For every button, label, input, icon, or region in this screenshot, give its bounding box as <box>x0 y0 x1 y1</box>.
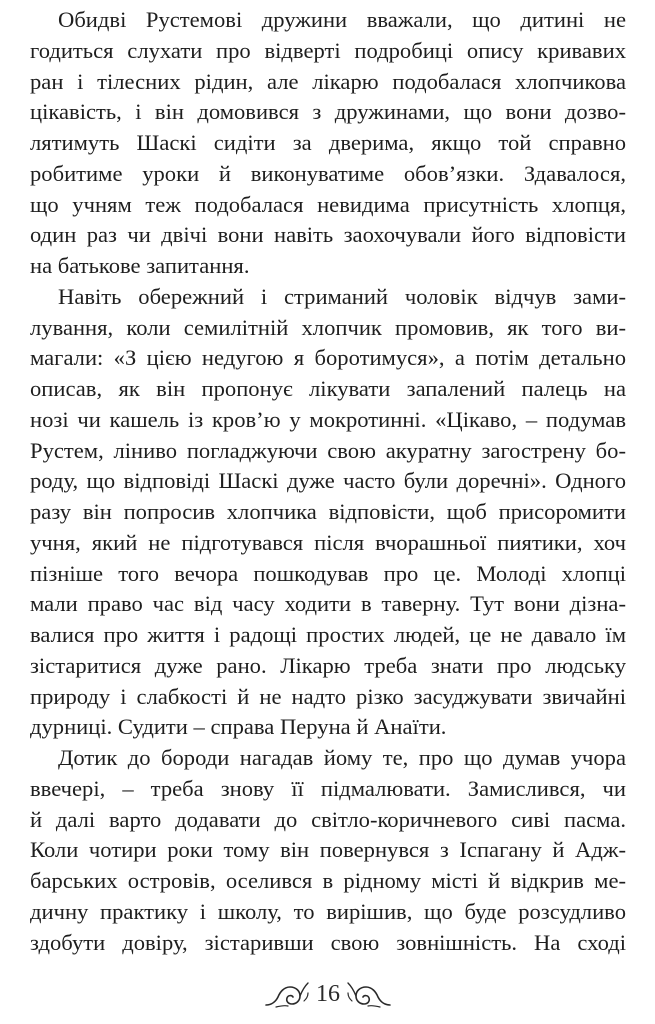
text-line: дурниці. Судити – справа Перуна й Анаїти. <box>30 714 447 740</box>
text-line: зістаритися дуже рано. Лікарю треба знати про людську <box>30 652 626 678</box>
text-line: валися про життя і радощі простих людей, це не давало їм <box>30 622 626 647</box>
text-line: природу і слабкості й не надто різко засуджувати звичайні <box>30 683 626 709</box>
text-line: учня, який не підготувався після вчорашньої пиятики, хоч <box>30 529 626 555</box>
text-line: лування, коли семилітній хлопчик промовив, як того ви- <box>30 314 626 340</box>
paragraph-1 <box>30 5 626 282</box>
text-line: описав, як він пропонує лікувати запалений палець на <box>30 376 626 401</box>
text-line: мали право час від часу ходити в таверну. Тут вони дізна- <box>30 591 626 617</box>
text-line: магали: «З цією недугою я боротимуся», а потім детально <box>30 345 626 371</box>
text-line: разу він попросив хлопчика відповісти, щоб присоромити <box>30 499 626 524</box>
text-line: барських островів, оселився в рідному місті й відкрив ме- <box>30 868 626 893</box>
swirl-ornament-icon <box>264 979 310 1009</box>
paragraph-2 <box>30 282 626 743</box>
text-line: здобути довіру, зістаривши свою зовнішність. На сході <box>30 929 626 955</box>
page-number: 16 <box>316 981 340 1007</box>
text-line: Обидві Рустемові дружини вважали, що дитині не <box>58 7 626 32</box>
text-line: що учням теж подобалася невидима присутність хлопця, <box>30 191 626 217</box>
text-line: Коли чотири роки тому він повернувся з Іспагану й Адж- <box>30 837 626 863</box>
text-line: Дотик до бороди нагадав йому те, про що думав учора <box>58 745 626 770</box>
text-line: один раз чи двічі вони навіть заохочували його відповісти <box>30 222 626 248</box>
text-line: цікавість, і він домовився з дружинами, що вони дозво- <box>30 99 626 125</box>
text-line: ран і тілесних рідин, але лікарю подобалася хлопчикова <box>30 68 626 94</box>
text-line: пізніше того вечора пошкодував про це. Молоді хлопці <box>30 560 626 586</box>
book-page <box>30 0 626 1024</box>
body-text <box>30 5 626 958</box>
text-line: й далі варто додавати до світло-коричневого сиві пасма. <box>30 806 626 832</box>
text-line: Рустем, ліниво погладжуючи свою акуратну загострену бо- <box>30 437 626 463</box>
text-line: годиться слухати про відверті подробиці опису кривавих <box>30 37 626 63</box>
text-line: дичну практику і школу, то вирішив, що буде розсудливо <box>30 898 626 924</box>
paragraph-3 <box>30 743 626 958</box>
text-line: ввечері, – треба знову її підмалювати. Замислився, чи <box>30 775 626 801</box>
text-line: на батькове запитання. <box>30 253 250 278</box>
text-line: робитиме уроки й виконуватиме обов’язки. Здавалося, <box>30 160 626 186</box>
text-line: Навіть обережний і стриманий чоловік відчув зами- <box>58 283 626 309</box>
text-line: лятимуть Шаскі сидіти за дверима, якщо той справно <box>30 130 626 155</box>
swirl-ornament-icon <box>346 979 392 1009</box>
text-line: роду, що відповіді Шаскі дуже часто були доречні». Одного <box>30 468 626 494</box>
text-line: нозі чи кашель із кров’ю у мокротинні. «Цікаво, – подумав <box>30 406 626 432</box>
page-footer <box>30 974 626 1014</box>
